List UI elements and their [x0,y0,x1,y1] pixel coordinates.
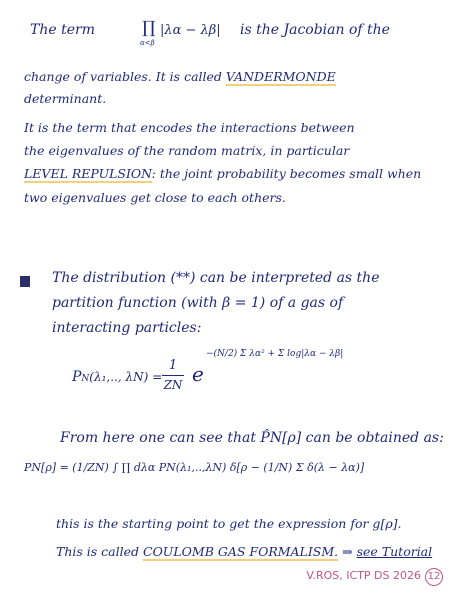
para2-line-3: interacting particles: [52,320,202,336]
implies-arrow-icon: ⇒ [342,544,353,559]
page-number: 12 [425,568,443,586]
product-symbol: ∏ [142,18,156,38]
text-the-term: The term [30,22,95,38]
eq1-frac-num: 1 [168,358,178,373]
line-1-tail: is the Jacobian of the [240,22,390,38]
eq1-exponent: −(N/2) Σ λα² + Σ log|λα − λβ| [206,349,344,359]
line-6: LEVEL REPULSION: the joint probability becomes small when [24,166,422,181]
para2-line-1: The distribution (**) can be interpreted as the [52,270,380,286]
line-3: determinant. [24,91,107,106]
product-subscript: α<β [140,39,155,47]
footer-author: V.ROS, ICTP DS 2026 [306,569,421,582]
term-vandermonde: VANDERMONDE [225,69,336,84]
eq1-frac-den: ZN [163,378,183,392]
eq1-frac-bar [162,375,184,376]
line-5: the eigenvalues of the random matrix, in particular [24,143,350,158]
term-level-repulsion: LEVEL REPULSION [24,166,152,181]
para4: this is the starting point to get the expression for g[ρ]. [56,516,402,531]
eq1-exp-base: e [192,362,204,386]
eq2: PN[ρ] = (1/ZN) ∫ ∏ dλα PN(λ₁,..,λN) δ[ρ − (1/N) Σ δ(λ − λα)] [24,461,365,474]
line-2: change of variables. It is called VANDERMONDE [24,69,336,84]
para5: This is called COULOMB GAS FORMALISM. ⇒ see Tutorial [56,544,433,559]
footer [306,568,443,586]
bullet-square [20,276,30,287]
line-4: It is the term that encodes the interactions between [24,120,355,135]
para3: From here one can see that P̂N[ρ] can be obtained as: [60,430,444,446]
term-coulomb-gas: COULOMB GAS FORMALISM. [143,544,339,559]
see-tutorial-link[interactable]: see Tutorial [356,544,433,559]
vandermonde-abs: |λα − λβ| [160,23,221,38]
para2-line-2: partition function (with β = 1) of a gas of [52,295,344,311]
line-7: two eigenvalues get close to each others. [24,190,286,205]
eq1-lhs: PN(λ₁,.., λN) = [72,369,163,385]
